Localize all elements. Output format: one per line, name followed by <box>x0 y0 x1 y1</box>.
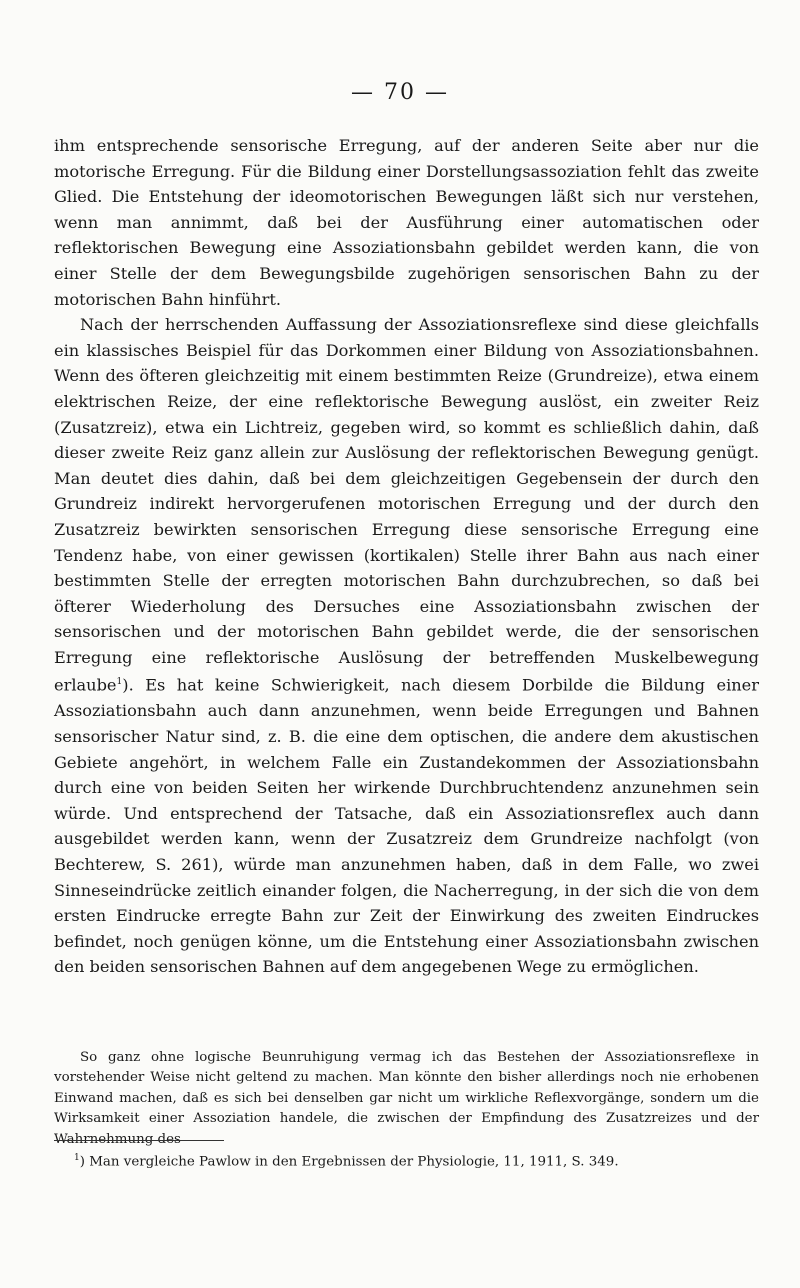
footnote-reference-suffix: ). <box>122 675 134 695</box>
small-print-paragraph: So ganz ohne logische Beunruhigung vermag ich das Bestehen der Assoziationsreflexe in vorstehender Weise nicht geltend zu machen. Man könnte den bisher allerdings noch nie erhobenen Einwand machen, daß es sich bei denselben gar nicht um wirkliche Reflexvorgänge, sondern um die Wirksamkeit einer Assoziation handele, die zwischen der Empfindung des Zusatzreizes und der Wahrnehmung des <box>54 1050 759 1147</box>
page-number: — 70 — <box>351 80 449 105</box>
footnote-text: ) Man vergleiche Pawlow in den Ergebnissen der Physiologie, 11, 1911, S. 349. <box>79 1154 619 1170</box>
footnote-divider <box>54 1140 224 1141</box>
footnote <box>74 1148 754 1172</box>
paragraph-1: ihm entsprechende sensorische Erregung, auf der anderen Seite aber nur die motorische Erregung. Für die Bildung einer Dorstellungsassoziation fehlt das zweite Glied. Die Entstehung der ideomotorischen Bewegungen läßt sich nur verstehen, wenn man annimmt, daß bei der Ausführung einer automatischen oder reflektorischen Bewegung eine Assoziationsbahn gebildet werden kann, die von einer Stelle der dem Bewegungsbilde zugehörigen sensorischen Bahn zu der motorischen Bahn hinführt. <box>54 136 759 309</box>
footnote-reference: 1 <box>116 677 123 688</box>
footnote-mark: 1 <box>74 1153 80 1163</box>
paragraph-2 <box>54 312 759 980</box>
paragraph-2-continuation: Es hat keine Schwierigkeit, nach diesem Dorbilde die Bildung einer Assoziationsbahn auch dann anzunehmen, wenn beide Erregungen und Bahnen sensorischer Natur sind, z. B. die eine dem optischen, die andere dem akustischen Gebiete angehört, in welchem Falle ein Zustandekommen der Assoziationsbahn durch eine von beiden Seiten her wirkende Durchbruchtendenz anzunehmen sein würde. Und entsprechend der Tatsache, daß ein Assoziationsreflex auch dann ausgebildet werden kann, wenn der Zusatzreiz dem Grundreize nachfolgt (von Bechterew, S. 261), würde man anzunehmen haben, daß in dem Falle, wo zwei Sinneseindrücke zeitlich einander folgen, die Nacherregung, in der sich die von dem ersten Eindrucke erregte Bahn zur Zeit der Einwirkung des zweiten Eindruckes befindet, noch genügen könne, um die Entstehung einer Assoziationsbahn zwischen den beiden sensorischen Bahnen auf dem angegebenen Wege zu ermöglichen. <box>54 675 759 977</box>
paragraph-2-text: Nach der herrschenden Auffassung der Assoziationsreflexe sind diese gleichfalls ein klassisches Beispiel für das Dorkommen einer Bildung von Assoziationsbahnen. Wenn des öfteren gleichzeitig mit einem bestimmten Reize (Grundreize), etwa einem elektrischen Reize, der eine reflektorische Bewegung auslöst, ein zweiter Reiz (Zusatzreiz), etwa ein Lichtreiz, gegeben wird, so kommt es schließlich dahin, daß dieser zweite Reiz ganz allein zur Auslösung der reflektorischen Bewegung genügt. Man deutet dies dahin, daß bei dem gleichzeitigen Gegebensein der durch den Grundreiz indirekt hervorgerufenen motorischen Erregung und der durch den Zusatzreiz bewirkten sensorischen Erregung diese sensorische Erregung eine Tendenz habe, von einer gewissen (kortikalen) Stelle ihrer Bahn aus nach einer bestimmten Stelle der erregten motorischen Bahn durchzubrechen, so daß bei öfterer Wiederholung des Dersuches eine Assoziationsbahn zwischen der sensorischen und der motorischen Bahn gebildet werde, die der sensorischen Erregung eine reflektorische Auslösung der betreffenden Muskelbewegung erlaube <box>54 315 759 695</box>
main-text <box>54 133 759 980</box>
